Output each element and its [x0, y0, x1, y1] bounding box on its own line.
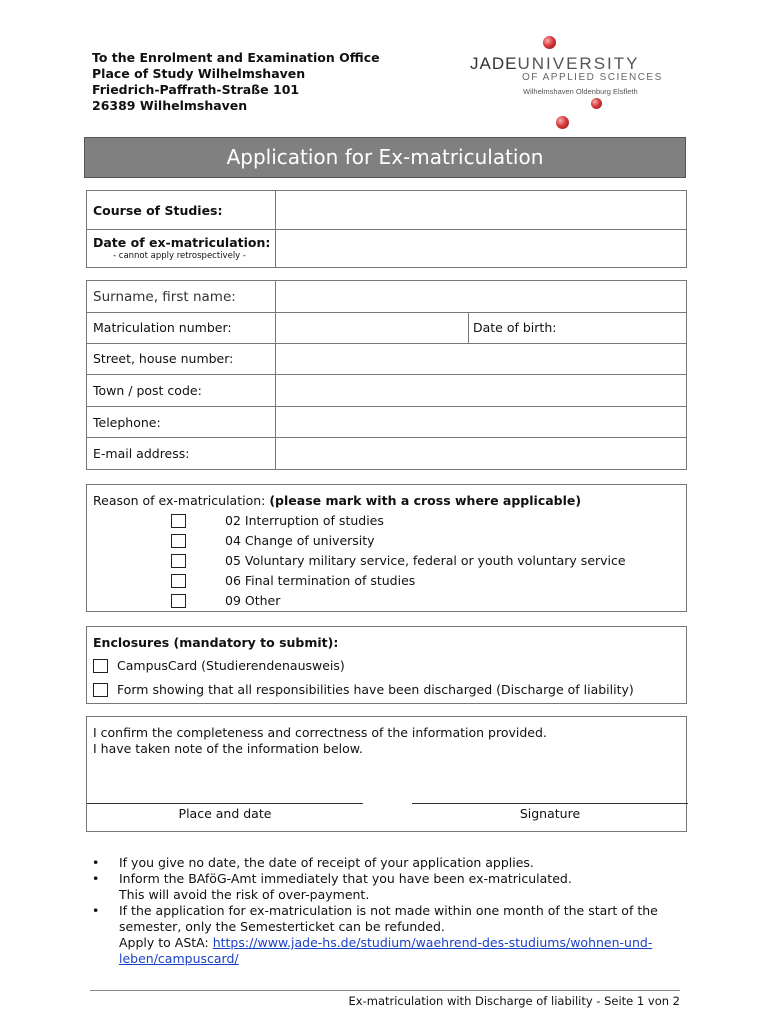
- page-title: Application for Ex-matriculation: [84, 137, 686, 178]
- phone-label: Telephone:: [93, 415, 161, 430]
- date-of-birth-field[interactable]: [557, 313, 686, 343]
- date-label: Date of ex-matriculation:: [93, 235, 271, 250]
- note-item: • If you give no date, the date of receipt of your application applies.: [92, 855, 662, 871]
- reason-checkbox[interactable]: [171, 514, 186, 528]
- enclosures-heading: Enclosures (mandatory to submit):: [93, 635, 339, 650]
- enclosures-section: Enclosures (mandatory to submit): CampusCard (Studierendenausweis) Form showing that all responsibilities have been discharged (Discharge of liability): [86, 626, 687, 704]
- logo-ball-icon: [556, 116, 569, 129]
- surname-row: [87, 281, 686, 313]
- recipient-address: [92, 50, 380, 114]
- signature-label: Signature: [519, 806, 581, 821]
- matriculation-row: [87, 313, 686, 344]
- enclosure-checkbox[interactable]: [93, 659, 108, 673]
- course-label: Course of Studies:: [93, 203, 223, 218]
- email-row: [87, 438, 686, 469]
- town-field[interactable]: [276, 375, 686, 406]
- course-row: [87, 191, 686, 230]
- course-field[interactable]: [276, 191, 686, 229]
- reason-checkbox[interactable]: [171, 534, 186, 548]
- date-row: [87, 230, 686, 268]
- matriculation-number-field[interactable]: [276, 313, 468, 343]
- date-note: - cannot apply retrospectively -: [113, 251, 246, 261]
- matriculation-label: Matriculation number:: [93, 320, 232, 335]
- dob-label: Date of birth:: [473, 320, 557, 335]
- logo-locations: Wilhelmshaven Oldenburg Elsfleth: [523, 87, 638, 96]
- campuscard-link[interactable]: https://www.jade-hs.de/studium/waehrend-des-studiums/wohnen-und-leben/campuscard/: [119, 935, 653, 966]
- town-row: [87, 375, 686, 407]
- reason-checkbox[interactable]: [171, 574, 186, 588]
- telephone-field[interactable]: [276, 407, 686, 437]
- logo-wordmark: JADEUNIVERSITY: [470, 54, 640, 73]
- town-label: Town / post code:: [93, 383, 202, 398]
- footer-divider: [90, 990, 680, 991]
- street-label: Street, house number:: [93, 351, 234, 366]
- logo-ball-icon: [591, 98, 602, 109]
- confirm-text: I confirm the completeness and correctness of the information provided.: [93, 725, 547, 740]
- address-line: 26389 Wilhelmshaven: [92, 98, 248, 113]
- confirmation-section: [86, 716, 687, 832]
- logo-subtitle: OF APPLIED SCIENCES: [522, 72, 663, 83]
- logo-ball-icon: [543, 36, 556, 49]
- personal-data-section: [86, 280, 687, 470]
- email-label: E-mail address:: [93, 446, 190, 461]
- reason-checkbox[interactable]: [171, 554, 186, 568]
- exmatriculation-date-field[interactable]: [276, 230, 686, 268]
- enclosure-checkbox[interactable]: [93, 683, 108, 697]
- email-field[interactable]: [276, 438, 686, 469]
- place-date-line[interactable]: [87, 803, 363, 804]
- address-line: Friedrich-Paffrath-Straße 101: [92, 82, 300, 97]
- notes-list: [92, 855, 662, 967]
- reason-section: Reason of ex-matriculation: (please mark with a cross where applicable) 02 Interruption of studies 04 Change of university 05 Voluntary military service, federal or youth voluntary service 06 Final termination of studies 09 Other: [86, 484, 687, 612]
- note-item: • Inform the BAföG-Amt immediately that you have been ex-matriculated. This will avoid the risk of over-payment.: [92, 871, 662, 903]
- course-section: [86, 190, 687, 268]
- address-line: To the Enrolment and Examination Office: [92, 50, 380, 65]
- phone-row: [87, 407, 686, 438]
- page-footer: Ex-matriculation with Discharge of liability - Seite 1 von 2: [348, 994, 680, 1008]
- confirm-text: I have taken note of the information below.: [93, 741, 363, 756]
- jade-university-logo: [470, 34, 690, 134]
- street-row: [87, 344, 686, 375]
- reason-heading: Reason of ex-matriculation: (please mark with a cross where applicable): [93, 493, 582, 508]
- reason-checkbox[interactable]: [171, 594, 186, 608]
- address-line: Place of Study Wilhelmshaven: [92, 66, 306, 81]
- street-field[interactable]: [276, 344, 686, 374]
- signature-line[interactable]: [412, 803, 688, 804]
- note-item: • If the application for ex-matriculation is not made within one month of the start of the semester, only the Semesterticket can be refunded. Apply to AStA: https://www.jade-hs.de/studium/waehrend-des-studiums/wohnen-und-leben/campuscard/: [92, 903, 662, 967]
- surname-field[interactable]: [276, 281, 686, 312]
- place-date-label: Place and date: [178, 806, 272, 821]
- surname-label: Surname, first name:: [93, 289, 236, 305]
